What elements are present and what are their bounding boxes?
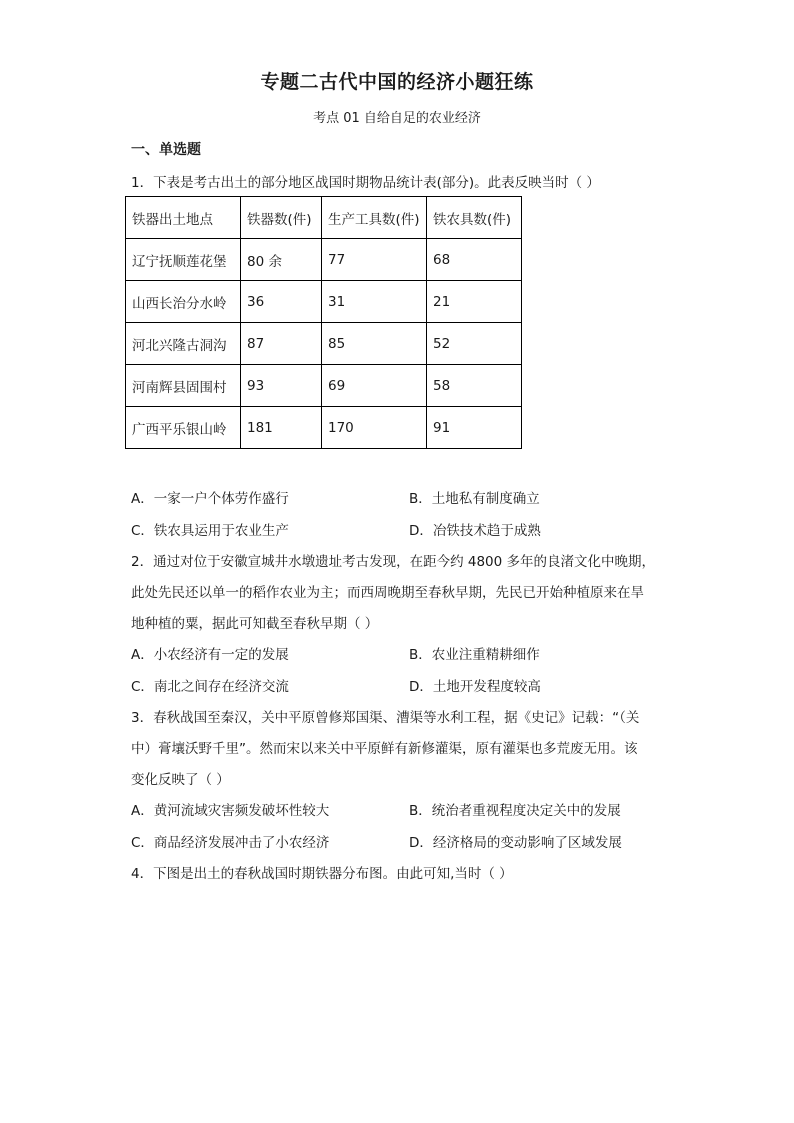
table-row bbox=[126, 365, 522, 407]
q1-option-d: D．冶铁技术趋于成熟 bbox=[409, 523, 541, 539]
table-cell: 河北兴隆古洞沟 bbox=[126, 323, 241, 365]
question-1-stem: 1．下表是考古出土的部分地区战国时期物品统计表(部分)。此表反映当时（ ） bbox=[131, 175, 600, 191]
table-cell: 80 余 bbox=[241, 239, 322, 281]
question-2-line-1: 2．通过对位于安徽宣城井水墩遗址考古发现，在距今约 4800 多年的良渚文化中晚期， bbox=[131, 554, 656, 570]
table-cell: 52 bbox=[427, 323, 522, 365]
table-cell: 68 bbox=[427, 239, 522, 281]
table-cell: 170 bbox=[322, 407, 427, 449]
table-cell: 87 bbox=[241, 323, 322, 365]
table-header-cell: 铁农具数(件) bbox=[427, 197, 522, 239]
table-cell: 辽宁抚顺莲花堡 bbox=[126, 239, 241, 281]
q2-option-c: C．南北之间存在经济交流 bbox=[131, 679, 289, 695]
table-header-cell: 铁器数(件) bbox=[241, 197, 322, 239]
table-cell: 93 bbox=[241, 365, 322, 407]
table-row bbox=[126, 407, 522, 449]
page-title: 专题二古代中国的经济小题狂练 bbox=[260, 71, 534, 93]
table-cell: 山西长治分水岭 bbox=[126, 281, 241, 323]
q3-option-c: C．商品经济发展冲击了小农经济 bbox=[131, 835, 330, 851]
table-cell: 181 bbox=[241, 407, 322, 449]
table-cell: 31 bbox=[322, 281, 427, 323]
table-cell: 85 bbox=[322, 323, 427, 365]
table-cell: 77 bbox=[322, 239, 427, 281]
table-cell: 91 bbox=[427, 407, 522, 449]
q3-option-b: B．统治者重视程度决定关中的发展 bbox=[409, 803, 621, 819]
q1-option-c: C．铁农具运用于农业生产 bbox=[131, 523, 289, 539]
table-row bbox=[126, 323, 522, 365]
table-header-row bbox=[126, 197, 522, 239]
question-3-line-2: 中）膏壤沃野千里”。然而宋以来关中平原鲜有新修灌渠，原有灌渠也多荒废无用。该 bbox=[131, 741, 638, 757]
question-3-line-3: 变化反映了（ ） bbox=[131, 772, 230, 788]
question-3-line-1: 3．春秋战国至秦汉，关中平原曾修郑国渠、漕渠等水利工程，据《史记》记载：“（关 bbox=[131, 710, 640, 726]
table-header-cell: 生产工具数(件) bbox=[322, 197, 427, 239]
question-2-line-2: 此处先民还以单一的稻作农业为主；而西周晚期至春秋早期，先民已开始种植原来在旱 bbox=[131, 585, 644, 601]
q3-option-a: A．黄河流域灾害频发破坏性较大 bbox=[131, 803, 330, 819]
question-4-stem: 4．下图是出土的春秋战国时期铁器分布图。由此可知,当时（ ） bbox=[131, 866, 513, 882]
table-cell: 广西平乐银山岭 bbox=[126, 407, 241, 449]
table-cell: 69 bbox=[322, 365, 427, 407]
q2-option-b: B．农业注重精耕细作 bbox=[409, 647, 540, 663]
q2-option-d: D．土地开发程度较高 bbox=[409, 679, 541, 695]
q1-option-a: A．一家一户个体劳作盛行 bbox=[131, 491, 289, 507]
table-row bbox=[126, 239, 522, 281]
q3-option-d: D．经济格局的变动影响了区域发展 bbox=[409, 835, 622, 851]
page-subtitle: 考点 01 自给自足的农业经济 bbox=[313, 111, 481, 126]
q1-option-b: B．土地私有制度确立 bbox=[409, 491, 540, 507]
table-cell: 21 bbox=[427, 281, 522, 323]
table-row bbox=[126, 281, 522, 323]
q2-option-a: A．小农经济有一定的发展 bbox=[131, 647, 289, 663]
question-2-line-3: 地种植的粟，据此可知截至春秋早期（ ） bbox=[131, 616, 379, 632]
section-heading: 一、单选题 bbox=[131, 142, 201, 158]
table-cell: 58 bbox=[427, 365, 522, 407]
table-header-cell: 铁器出土地点 bbox=[126, 197, 241, 239]
table-cell: 河南辉县固围村 bbox=[126, 365, 241, 407]
table-cell: 36 bbox=[241, 281, 322, 323]
stats-table bbox=[125, 196, 522, 449]
